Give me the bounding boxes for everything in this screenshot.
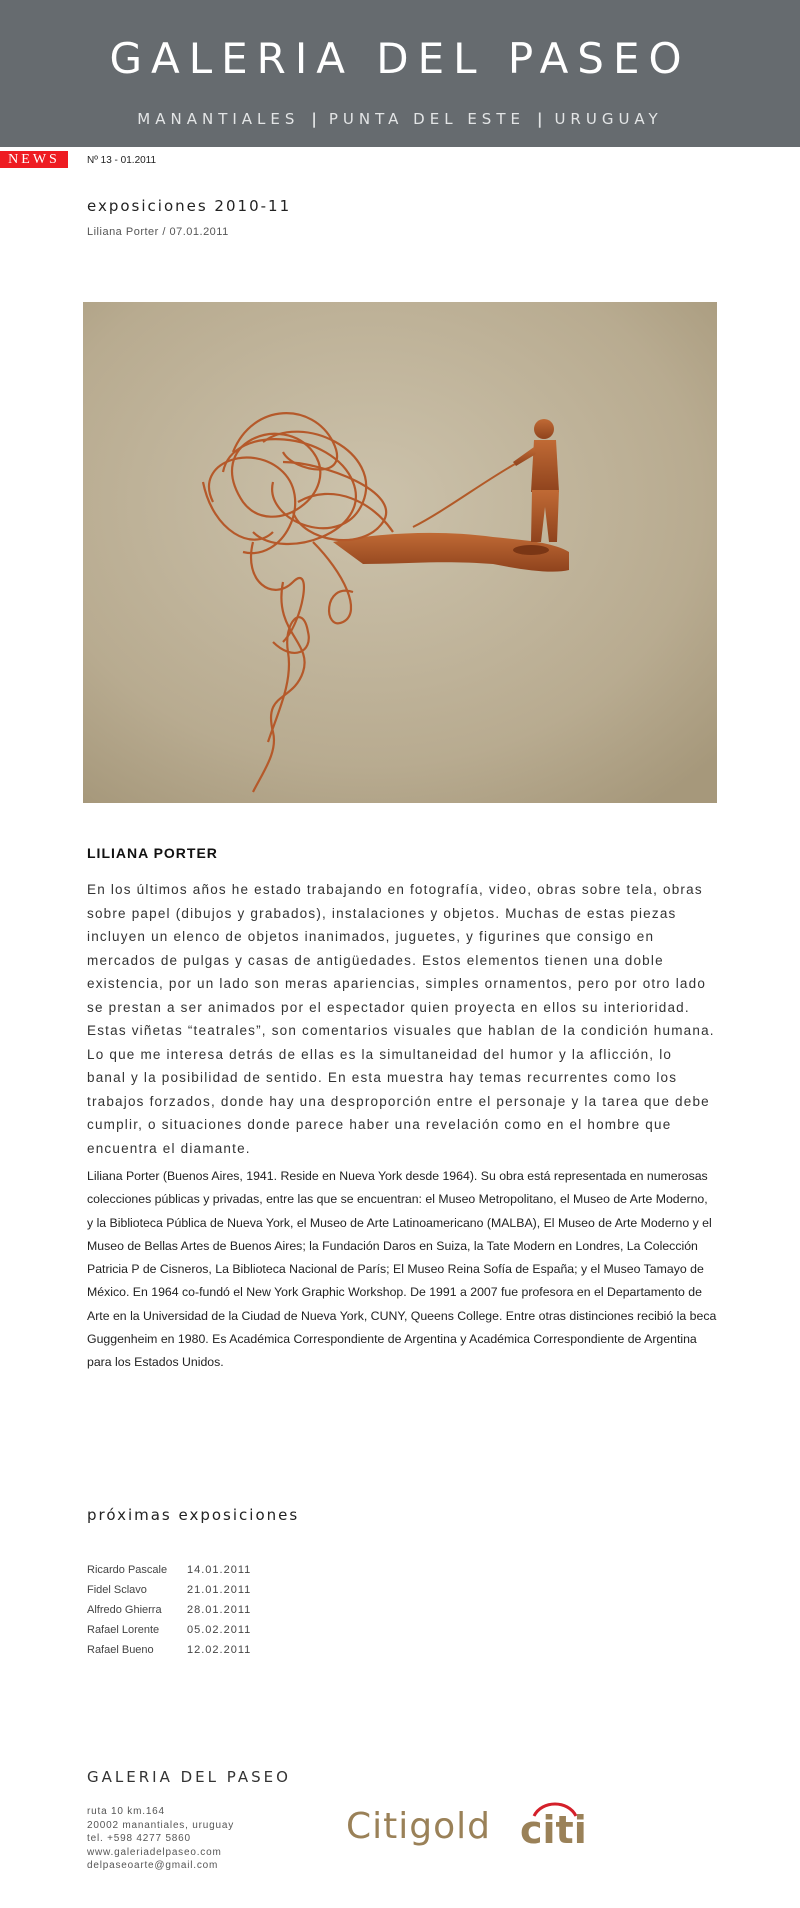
issue-number: Nº 13 - 01.2011	[87, 155, 157, 166]
upcoming-date: 12.02.2011	[187, 1644, 252, 1656]
list-item	[87, 1560, 251, 1580]
footer-email-link[interactable]: delpaseoarte@gmail.com	[87, 1860, 219, 1871]
gallery-locations	[0, 110, 800, 128]
citigold-logo: Citigold	[346, 1806, 491, 1847]
citi-wordmark: citi	[520, 1808, 587, 1852]
list-item	[87, 1580, 251, 1600]
upcoming-date: 14.01.2011	[187, 1564, 252, 1576]
footer-gallery-title: GALERIA DEL PASEO	[87, 1768, 291, 1786]
base-hole	[513, 545, 549, 555]
news-badge: NEWS	[0, 151, 68, 168]
list-item	[87, 1600, 251, 1620]
footer-postal-line: 20002 manantiales, uruguay	[87, 1819, 235, 1831]
citi-logo	[520, 1804, 590, 1854]
header-banner	[0, 0, 800, 147]
artwork-photo	[83, 302, 717, 803]
list-item	[87, 1620, 251, 1640]
location-separator: |	[536, 110, 543, 128]
footer-address-line: ruta 10 km.164	[87, 1806, 165, 1817]
upcoming-date: 28.01.2011	[187, 1604, 252, 1616]
footer-phone: tel. +598 4277 5860	[87, 1833, 191, 1844]
upcoming-list	[87, 1560, 251, 1660]
upcoming-date: 05.02.2011	[187, 1624, 252, 1636]
upcoming-artist: Fidel Sclavo	[87, 1584, 147, 1596]
list-item	[87, 1640, 251, 1660]
upcoming-artist: Rafael Bueno	[87, 1644, 154, 1656]
artist-heading: LILIANA PORTER	[87, 845, 218, 861]
exhibition-title: exposiciones 2010-11	[87, 197, 292, 215]
gallery-title: GALERIA DEL PASEO	[109, 34, 691, 83]
upcoming-date: 21.01.2011	[187, 1584, 252, 1596]
upcoming-artist: Ricardo Pascale	[87, 1564, 168, 1576]
artist-statement: En los últimos años he estado trabajando en fotografía, video, obras sobre tela, obras sobre papel (dibujos y grabados), instalaciones y objetos. Muchas de estas piezas incluyen un elenco de objetos inanimados, juguetes, y figurines que consigo en mercados de pulgas y casas de antigüedades. Estos elementos tienen una doble existencia, por un lado son meras apariencias, simples ornamentos, pero por otro lado se prestan a ser animados por el espectador quien proyecta en ellos su interioridad. Estas viñetas “teatrales”, son comentarios visuales que hablan de la condición humana. Lo que me interesa detrás de ellas es la simultaneidad del humor y la aflicción, lo banal y la posibilidad de sentido. En esta muestra hay temas recurrentes como los trabajos forzados, donde hay una desproporción entre el personaje y la tarea que debe cumplir, o situaciones donde parece haber una revelación como en el hombre que encuentra el diamante.	[87, 882, 715, 1156]
footer-website-link[interactable]: www.galeriadelpaseo.com	[87, 1846, 222, 1858]
exhibition-byline: Liliana Porter / 07.01.2011	[87, 226, 229, 238]
location-manantiales: MANANTIALES	[137, 110, 300, 128]
upcoming-title: próximas exposiciones	[87, 1506, 300, 1524]
artist-bio: Liliana Porter (Buenos Aires, 1941. Reside en Nueva York desde 1964). Su obra está representada en numerosas colecciones públicas y privadas, entre las que se encuentran: el Museo Metropolitano, el Museo de Arte Moderno, y la Biblioteca Pública de Nueva York, el Museo de Arte Latinoamericano (MALBA), El Museo de Arte Moderno y el Museo de Bellas Artes de Buenos Aires; la Fundación Daros en Suiza, la Tate Modern en Londres, La Colección Patricia P de Cisneros, La Biblioteca Nacional de París; El Museo Reina Sofía de España; y el Museo Tamayo de México. En 1964 co-fundó el New York Graphic Workshop. De 1991 a 2007 fue profesora en el Departamento de Arte en la Universidad de la Ciudad de Nueva York, CUNY, Queens College. Entre otras distinciones recibió la beca Guggenheim en 1980. Es Académica Correspondiente de Argentina y Académica Correspondiente de Argentina para los Estados Unidos.	[87, 1169, 717, 1370]
location-separator: |	[311, 110, 317, 128]
upcoming-artist: Rafael Lorente	[87, 1624, 160, 1636]
upcoming-artist: Alfredo Ghierra	[87, 1604, 162, 1616]
location-punta-del-este: PUNTA DEL ESTE	[328, 110, 525, 128]
location-uruguay: URUGUAY	[554, 110, 663, 128]
footer-contact	[87, 1805, 234, 1873]
